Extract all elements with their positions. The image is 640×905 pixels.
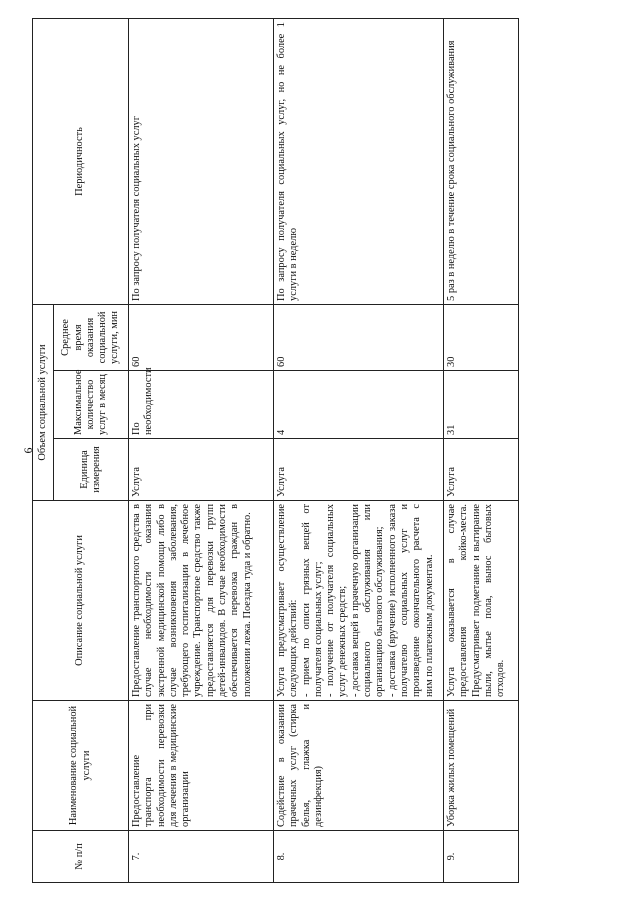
row-unit: Услуга — [274, 439, 444, 501]
row-num: 7. — [129, 831, 274, 883]
header-volume-group: Объем социальной услуги — [33, 304, 54, 500]
row-description: Предоставление транспортного средства в случае необходимости оказания экстренной медицинской помощи либо в случае возникновения заболевания, требующего госпитализации в лечебное учреждение. Транспортное средство также предоставляется для перевозки групп детей-инвалидов. В случае необходимости обеспечивается перевозка граждан в положении лежа. Поездка туда и обратно. — [129, 501, 274, 701]
row-name: Содействие в оказании прачечных услуг (стирка белья, глажка и дезинфекция) — [274, 701, 444, 831]
row-unit: Услуга — [129, 439, 274, 501]
description-item: - получение от получателя социальных услуг денежных средств; — [325, 504, 349, 697]
row-description — [274, 501, 444, 701]
header-max-qty: Максимальное количество услуг в месяц — [54, 371, 129, 439]
description-item: - доставка (вручение) исполненного заказа получателю социальных услуг и произведение окончательного расчета с ним по платежным документам. — [386, 504, 435, 697]
services-table — [32, 18, 519, 883]
row-periodicity: 5 раз в неделю в течение срока социального обслуживания — [444, 19, 519, 305]
row-avg-time: 60 — [129, 304, 274, 370]
row-periodicity: По запросу получателя социальных услуг — [129, 19, 274, 305]
rotated-page — [22, 18, 597, 883]
description-item: - доставка вещей в прачечную организации социального обслуживания или организацию бытового обслуживания; — [349, 504, 386, 697]
header-avg-time: Среднее время оказания социальной услуги, мин — [54, 304, 129, 370]
table-row — [274, 19, 444, 883]
row-max-qty: По необходимости — [129, 371, 274, 439]
row-name: Предоставление транспорта при необходимости перевозки для лечения в медицинские организации — [129, 701, 274, 831]
row-avg-time: 60 — [274, 304, 444, 370]
header-unit: Единица измерения — [54, 439, 129, 501]
row-name: Уборка жилых помещений — [444, 701, 519, 831]
table-row — [444, 19, 519, 883]
table-row — [129, 19, 274, 883]
header-num: № п/п — [33, 831, 129, 883]
row-num: 9. — [444, 831, 519, 883]
header-periodicity: Периодичность — [33, 19, 129, 305]
row-max-qty: 31 — [444, 371, 519, 439]
header-description: Описание социальной услуги — [33, 501, 129, 701]
row-max-qty: 4 — [274, 371, 444, 439]
row-avg-time: 30 — [444, 304, 519, 370]
row-num: 8. — [274, 831, 444, 883]
header-name: Наименование социальной услуги — [33, 701, 129, 831]
description-item: - прием по описи грязных вещей от получателя социальных услуг; — [300, 504, 324, 697]
row-description: Услуга оказывается в случае предоставления койко-места. Предусматривает подметание и вытирание пыли, мытье пола, вынос бытовых отходов. — [444, 501, 519, 701]
row-periodicity: По запросу получателя социальных услуг, но не более 1 услуги в неделю — [274, 19, 444, 305]
row-unit: Услуга — [444, 439, 519, 501]
page-number: 6 — [21, 447, 35, 454]
description-intro: Услуга предусматривает осуществление следующих действий: — [276, 504, 300, 697]
